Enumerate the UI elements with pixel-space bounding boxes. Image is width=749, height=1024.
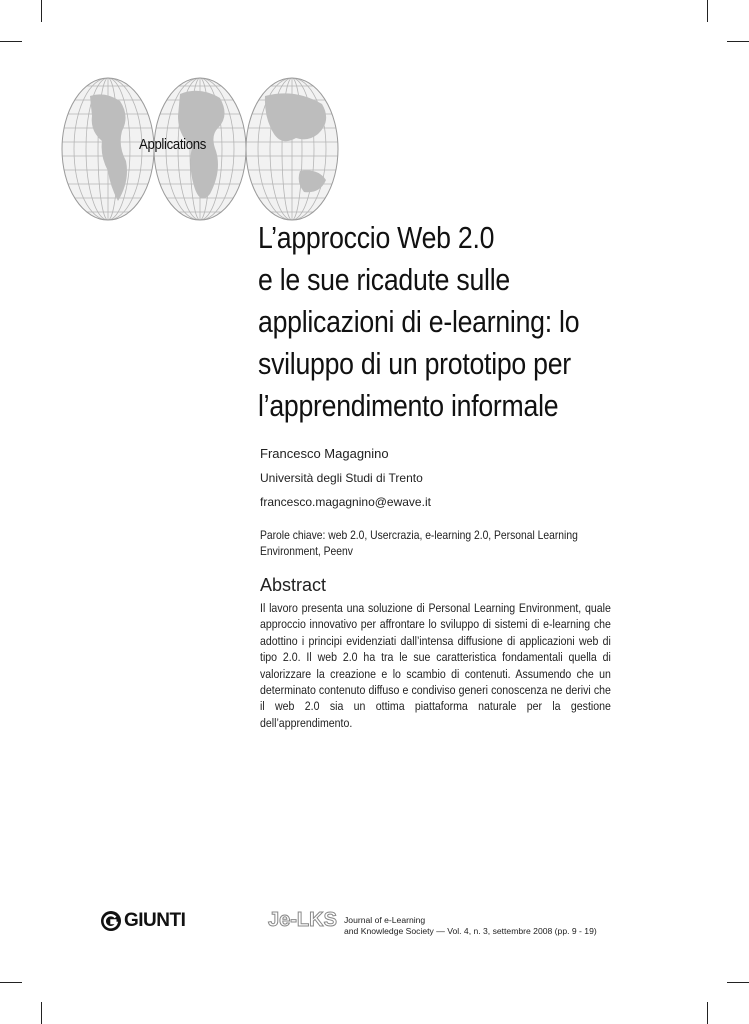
abstract-heading: Abstract (260, 575, 327, 595)
article-title: L’approccio Web 2.0 e le sue ricadute sulle applicazioni di e-learning: lo sviluppo di un prototipo per l’apprendimento informale (258, 220, 580, 423)
crop-mark-icon (0, 982, 22, 983)
crop-mark-icon (707, 0, 708, 22)
crop-mark-icon (0, 41, 22, 42)
author-name: Francesco Magagnino (260, 446, 389, 461)
keywords: Parole chiave: web 2.0, Usercrazia, e-learning 2.0, Personal Learning Environment, Peenv (260, 528, 578, 558)
section-label: Applications (139, 136, 206, 153)
publisher-name: GIUNTI (124, 910, 186, 931)
journal-line-2: and Knowledge Society — Vol. 4, n. 3, settembre 2008 (pp. 9 - 19) (344, 926, 597, 936)
crop-mark-icon (727, 41, 749, 42)
giunti-g-icon (100, 910, 122, 932)
abstract-body: Il lavoro presenta una soluzione di Personal Learning Environment, quale approccio innovativo per affrontare lo sviluppo di sistemi di e-learning che adottino i principi evidenziati dall’intensa diffusione di applicazioni web di tipo 2.0. Il web 2.0 ha tra le sue caratteristica fondamentali quella di valorizzare la creazione e lo scambio di contenuti. Assumendo che un determinato contenuto diffuso e condiviso generi conoscenza ne derivi che il web 2.0 sia un ottima piattaforma naturale per la gestione dell’apprendimento. (260, 601, 611, 730)
journal-info (344, 915, 597, 937)
crop-mark-icon (727, 982, 749, 983)
crop-mark-icon (41, 1002, 42, 1024)
crop-mark-icon (41, 0, 42, 22)
journal-logo: Je-LKS (268, 909, 337, 931)
journal-line-1: Journal of e-Learning (344, 915, 426, 925)
publisher-logo (100, 910, 185, 932)
author-email: francesco.magagnino@ewave.it (260, 495, 431, 509)
author-affiliation: Università degli Studi di Trento (260, 471, 423, 485)
crop-mark-icon (707, 1002, 708, 1024)
